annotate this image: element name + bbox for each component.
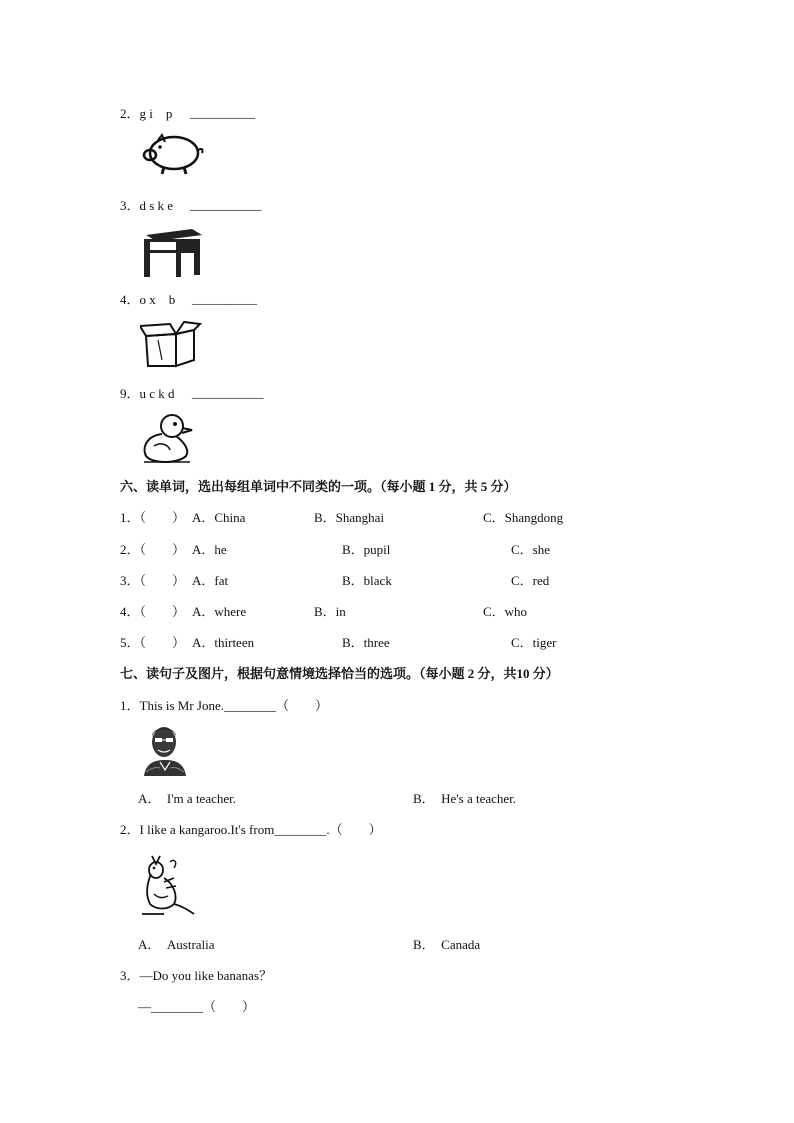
option-c[interactable]: C．Shangdong (483, 510, 564, 525)
item-text: 3．d s k e (120, 198, 174, 213)
option-a[interactable]: A．fat (192, 573, 229, 588)
question-number[interactable]: 1．（ ） (120, 510, 186, 525)
question-number[interactable]: 3．（ ） (120, 573, 186, 588)
question-3-text[interactable]: 3．—Do you like bananas？ (120, 968, 273, 983)
kangaroo-icon (138, 852, 198, 918)
question-number[interactable]: 5．（ ） (120, 635, 186, 650)
q2-option-b[interactable]: B． Canada (413, 937, 481, 952)
option-c[interactable]: C．she (511, 542, 551, 557)
item-text: 2．g i p (120, 106, 173, 121)
answer-blank[interactable]: ___________ (190, 197, 262, 212)
option-b[interactable]: B．in (314, 604, 346, 619)
q2-option-a[interactable]: A． Australia (138, 937, 215, 952)
option-c[interactable]: C．tiger (511, 635, 557, 650)
question-3-answer-blank[interactable]: —________（ ） (138, 999, 256, 1014)
section-heading: 七、读句子及图片，根据句意情境选择恰当的选项。（每小题 2 分，共10 分） (120, 666, 559, 681)
answer-blank[interactable]: __________ (192, 291, 257, 306)
q1-option-b[interactable]: B． He's a teacher. (413, 791, 517, 806)
question-2-text[interactable]: 2．I like a kangaroo.It's from________.（ ） (120, 822, 382, 837)
option-c[interactable]: C．who (483, 604, 528, 619)
duck-icon (140, 412, 196, 466)
desk-icon (140, 225, 206, 279)
option-a[interactable]: A．where (192, 604, 247, 619)
option-c[interactable]: C．red (511, 573, 550, 588)
answer-blank[interactable]: ___________ (192, 385, 264, 400)
q1-option-a[interactable]: A． I'm a teacher. (138, 791, 236, 806)
man-portrait-icon (140, 722, 190, 778)
option-a[interactable]: A．thirteen (192, 635, 255, 650)
question-number[interactable]: 2．（ ） (120, 542, 186, 557)
item-text: 9．u c k d (120, 386, 175, 401)
option-a[interactable]: A．he (192, 542, 227, 557)
option-b[interactable]: B．Shanghai (314, 510, 385, 525)
option-b[interactable]: B．pupil (342, 542, 391, 557)
item-text: 4．o x b (120, 292, 176, 307)
section-heading: 六、读单词，选出每组单词中不同类的一项。（每小题 1 分，共 5 分） (120, 479, 517, 494)
option-b[interactable]: B．three (342, 635, 390, 650)
question-1-text[interactable]: 1．This is Mr Jone.________（ ） (120, 698, 329, 713)
answer-blank[interactable]: __________ (190, 105, 255, 120)
option-a[interactable]: A．China (192, 510, 246, 525)
box-icon (140, 320, 202, 370)
pig-icon (140, 132, 206, 176)
option-b[interactable]: B．black (342, 573, 392, 588)
question-number[interactable]: 4．（ ） (120, 604, 186, 619)
